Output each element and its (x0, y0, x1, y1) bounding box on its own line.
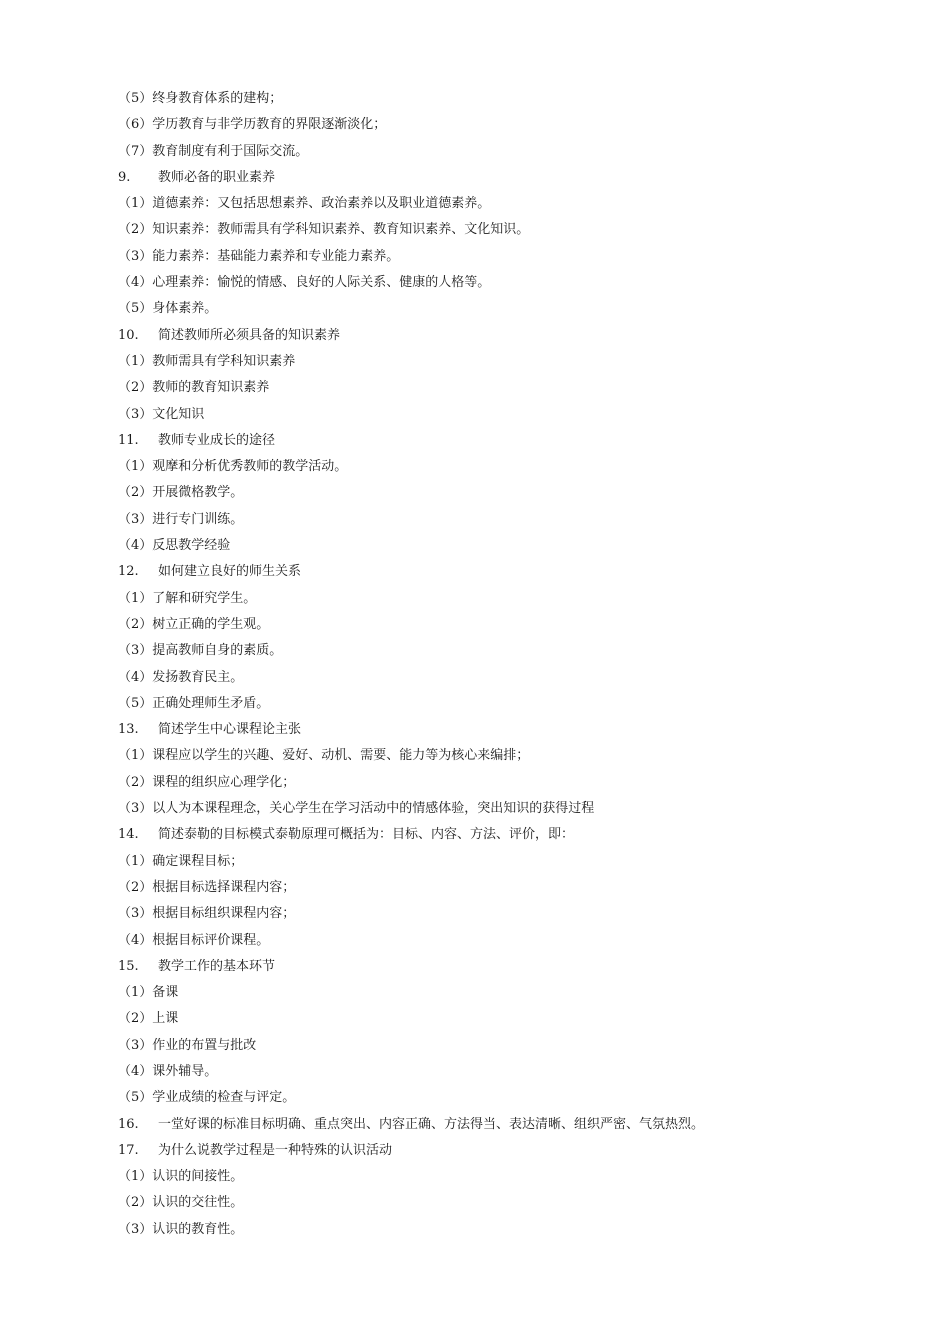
list-item: （3）以人为本课程理念，关心学生在学习活动中的情感体验，突出知识的获得过程 (118, 801, 595, 817)
list-item: （1）备课 (118, 985, 179, 1001)
section-heading (0, 559, 950, 585)
list-item: （1）认识的间接性。 (118, 1169, 244, 1185)
section-number: 17. (118, 1142, 139, 1158)
section-number: 16. (118, 1116, 139, 1132)
list-item: （1）确定课程目标； (118, 853, 244, 869)
section-number: 14. (118, 827, 139, 843)
list-item: （2）教师的教育知识素养 (118, 380, 270, 396)
list-item: （4）反思教学经验 (118, 538, 231, 554)
section-number: 15. (118, 958, 139, 974)
section-title: 简述教师所必须具备的知识素养 (158, 327, 341, 343)
list-item: （1）道德素养：又包括思想素养、政治素养以及职业道德素养。 (118, 196, 491, 212)
list-item: （2）认识的交往性。 (118, 1195, 244, 1211)
section-heading (0, 428, 950, 454)
list-item: （3）认识的教育性。 (118, 1221, 244, 1237)
list-item: （5）终身教育体系的建构； (118, 91, 283, 106)
section-number: 9. (118, 169, 131, 185)
section-title: 一堂好课的标准目标明确、重点突出、内容正确、方法得当、表达清晰、组织严密、气氛热烈。 (158, 1116, 705, 1132)
list-item: （3）提高教师自身的素质。 (118, 643, 283, 659)
list-item: （1）了解和研究学生。 (118, 590, 257, 606)
list-item: （5）身体素养。 (118, 301, 218, 317)
section-title: 教学工作的基本环节 (158, 958, 276, 974)
list-item: （2）开展微格教学。 (118, 485, 244, 501)
list-item: （2）根据目标选择课程内容； (118, 879, 296, 895)
document-page (0, 86, 950, 1243)
section-heading (0, 717, 950, 743)
list-item: （2）知识素养：教师需具有学科知识素养、教育知识素养、文化知识。 (118, 222, 530, 238)
section-title: 如何建立良好的师生关系 (158, 564, 302, 580)
list-item: （2）上课 (118, 1011, 179, 1027)
section-heading (0, 165, 950, 191)
list-item: （4）心理素养：愉悦的情感、良好的人际关系、健康的人格等。 (118, 275, 491, 291)
list-item: （3）能力素养：基础能力素养和专业能力素养。 (118, 248, 400, 264)
list-item: （5）学业成绩的检查与评定。 (118, 1090, 296, 1106)
section-title: 教师专业成长的途径 (158, 432, 276, 448)
list-item: （7）教育制度有利于国际交流。 (118, 143, 309, 159)
section-heading (0, 323, 950, 349)
section-number: 11. (118, 432, 139, 448)
list-item: （6）学历教育与非学历教育的界限逐渐淡化； (118, 117, 387, 133)
list-item: （3）文化知识 (118, 406, 205, 422)
section-heading (0, 1112, 950, 1138)
list-item: （1）观摩和分析优秀教师的教学活动。 (118, 459, 348, 475)
section-title: 为什么说教学过程是一种特殊的认识活动 (158, 1142, 393, 1158)
section-heading (0, 954, 950, 980)
list-item: （2）树立正确的学生观。 (118, 616, 270, 632)
list-item: （1）课程应以学生的兴趣、爱好、动机、需要、能力等为核心来编排； (118, 748, 530, 764)
list-item: （5）正确处理师生矛盾。 (118, 695, 270, 711)
list-item: （4）根据目标评价课程。 (118, 932, 270, 948)
section-title: 教师必备的职业素养 (158, 169, 276, 185)
list-item: （3）作业的布置与批改 (118, 1037, 257, 1053)
list-item: （1）教师需具有学科知识素养 (118, 353, 296, 369)
list-item: （3）根据目标组织课程内容； (118, 906, 296, 922)
section-heading (0, 822, 950, 848)
section-number: 12. (118, 564, 139, 580)
section-title: 简述泰勒的目标模式泰勒原理可概括为：目标、内容、方法、评价，即： (158, 827, 575, 843)
list-item: （3）进行专门训练。 (118, 511, 244, 527)
list-item: （4）课外辅导。 (118, 1063, 218, 1079)
section-title: 简述学生中心课程论主张 (158, 722, 302, 738)
list-item: （4）发扬教育民主。 (118, 669, 244, 685)
section-number: 10. (118, 327, 139, 343)
section-number: 13. (118, 722, 139, 738)
section-heading (0, 1138, 950, 1164)
list-item: （2）课程的组织应心理学化； (118, 774, 296, 790)
